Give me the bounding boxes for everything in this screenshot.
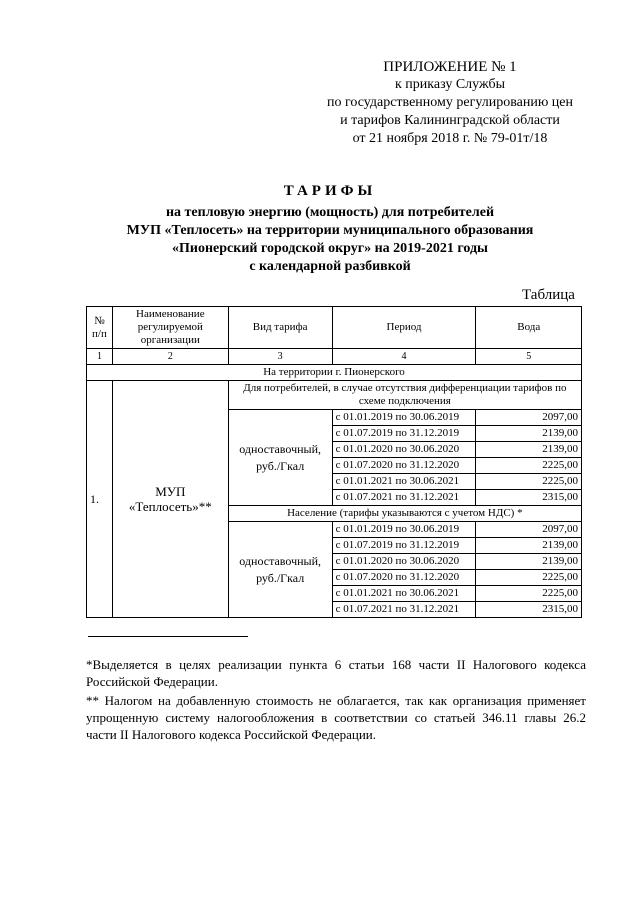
footnote-2: ** Налогом на добавленную стоимость не облагается, так как организация применяет упрощенную систему налогообложения в соответствии со статьей 346.11 главы 26.2 части II Налогового кодекса Российской Федерации. [86,693,586,742]
period-cell: с 01.01.2021 по 30.06.2021 [332,586,476,602]
group-1-title: Для потребителей, в случае отсутствия дифференциации тарифов по схеме подключения [228,381,581,410]
appendix-line-3: по государственному регулированию цен [327,95,573,110]
territory-label: На территории г. Пионерского [87,365,582,381]
period-cell: с 01.01.2019 по 30.06.2019 [332,410,476,426]
value-cell: 2225,00 [476,474,582,490]
value-cell: 2097,00 [476,522,582,538]
period-cell: с 01.01.2021 по 30.06.2021 [332,474,476,490]
value-cell: 2139,00 [476,538,582,554]
period-cell: с 01.07.2021 по 31.12.2021 [332,490,476,506]
row-number: 1. [87,381,113,618]
header-number: № п/п [87,307,113,349]
period-cell: с 01.07.2019 по 31.12.2019 [332,426,476,442]
title-line-1: на тепловую энергию (мощность) для потребителей [165,205,495,220]
footnote-divider [88,636,248,637]
footnote-1: *Выделяется в целях реализации пункта 6 статьи 168 части II Налогового кодекса Российской Федерации. [86,657,586,689]
title-line-4: с календарной разбивкой [249,259,411,274]
territory-row [87,365,582,381]
value-cell: 2315,00 [476,490,582,506]
appendix-number: ПРИЛОЖЕНИЕ № 1 [383,59,517,75]
organization-name: МУП «Теплосеть»** [112,381,228,618]
period-cell: с 01.07.2019 по 31.12.2019 [332,538,476,554]
period-cell: с 01.07.2021 по 31.12.2021 [332,602,476,618]
header-org: Наименование регулируемой организации [112,307,228,349]
title-line-2: МУП «Теплосеть» на территории муниципального образования [126,223,534,238]
group-2-tariff-type: одноставочный, руб./Гкал [228,522,332,618]
col-number: 5 [476,349,582,365]
period-cell: с 01.07.2020 по 31.12.2020 [332,570,476,586]
appendix-line-5: от 21 ноября 2018 г. № 79-01т/18 [352,131,548,146]
header-water: Вода [476,307,582,349]
value-cell: 2139,00 [476,554,582,570]
group-1-header-row [87,381,582,410]
group-2-title: Население (тарифы указываются с учетом НДС) * [228,506,581,522]
appendix-header [300,58,600,148]
col-number: 1 [87,349,113,365]
value-cell: 2315,00 [476,602,582,618]
value-cell: 2225,00 [476,458,582,474]
title-main: ТАРИФЫ [283,183,377,199]
footnotes [86,656,586,745]
period-cell: с 01.01.2020 по 30.06.2020 [332,442,476,458]
col-number: 4 [332,349,476,365]
document-title [80,182,580,276]
header-period: Период [332,307,476,349]
value-cell: 2139,00 [476,442,582,458]
appendix-line-4: и тарифов Калининградской области [340,113,560,128]
value-cell: 2139,00 [476,426,582,442]
title-line-3: «Пионерский городской округ» на 2019-2021 годы [172,241,488,256]
table-header-row [87,307,582,349]
value-cell: 2225,00 [476,570,582,586]
value-cell: 2097,00 [476,410,582,426]
group-1-tariff-type: одноставочный, руб./Гкал [228,410,332,506]
appendix-line-2: к приказу Службы [395,77,505,92]
table-label: Таблица [522,287,575,303]
tariff-table [86,306,582,618]
col-number: 2 [112,349,228,365]
value-cell: 2225,00 [476,586,582,602]
period-cell: с 01.01.2019 по 30.06.2019 [332,522,476,538]
header-tariff-type: Вид тарифа [228,307,332,349]
period-cell: с 01.07.2020 по 31.12.2020 [332,458,476,474]
col-number: 3 [228,349,332,365]
column-numbers-row [87,349,582,365]
period-cell: с 01.01.2020 по 30.06.2020 [332,554,476,570]
